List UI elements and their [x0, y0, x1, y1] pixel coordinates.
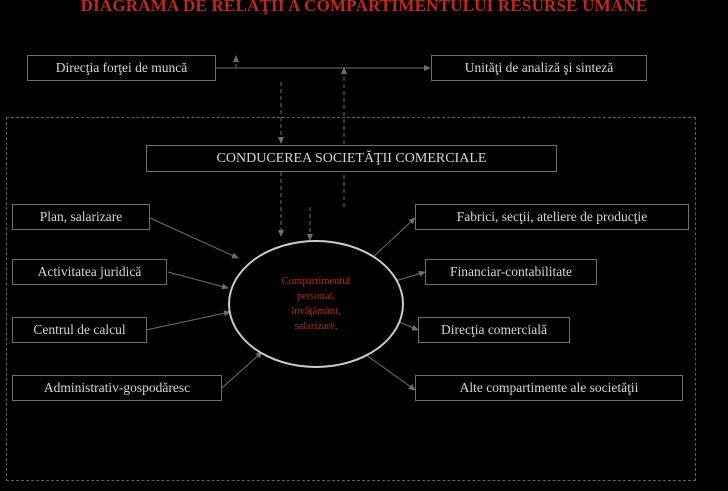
box-label: Alte compartimente ale societăţii — [459, 380, 639, 395]
hub-line-3: învăţământ, — [291, 306, 341, 317]
box-label: Unităţi de analiză şi sinteză — [464, 60, 614, 75]
box-directia-fortei-de-munca[interactable] — [27, 55, 216, 81]
box-financiar-contabilitate[interactable] — [425, 259, 597, 285]
box-directia-comerciala[interactable] — [418, 317, 570, 343]
hub-line-1: Compartimentul — [281, 275, 351, 287]
box-label: Direcţia comercială — [440, 322, 548, 337]
box-plan-salarizare[interactable] — [12, 204, 150, 230]
box-administrativ-gospodaresc[interactable] — [12, 375, 222, 401]
hub-compartimentul-personal[interactable] — [228, 240, 404, 368]
box-label: CONDUCEREA SOCIETĂŢII COMERCIALE — [216, 150, 487, 166]
box-centrul-de-calcul[interactable] — [12, 317, 147, 343]
box-label: Administrativ-gospodăresc — [43, 380, 191, 395]
box-activitatea-juridica[interactable] — [12, 259, 167, 285]
box-label: Financiar-contabilitate — [450, 264, 572, 279]
box-label: Plan, salarizare — [39, 209, 123, 224]
box-label: Direcţia forţei de muncă — [55, 60, 188, 75]
box-label: Centrul de calcul — [33, 322, 126, 337]
box-fabrici-sectii-ateliere-de-productie[interactable] — [415, 204, 689, 230]
box-label: Fabrici, secţii, ateliere de producţie — [456, 209, 648, 224]
box-conducerea-societatii-comerciale[interactable] — [146, 145, 557, 172]
page-title: DIAGRAMA DE RELAŢII A COMPARTIMENTULUI RESURSE UMANE — [80, 0, 648, 15]
box-label: Activitatea juridică — [37, 264, 142, 279]
box-unitati-de-analiza-si-sinteza[interactable] — [431, 55, 647, 81]
box-alte-compartimente-ale-societatii[interactable] — [415, 375, 683, 401]
hub-line-4: salarizare, — [294, 321, 338, 333]
hub-line-2: personal, — [296, 290, 336, 302]
